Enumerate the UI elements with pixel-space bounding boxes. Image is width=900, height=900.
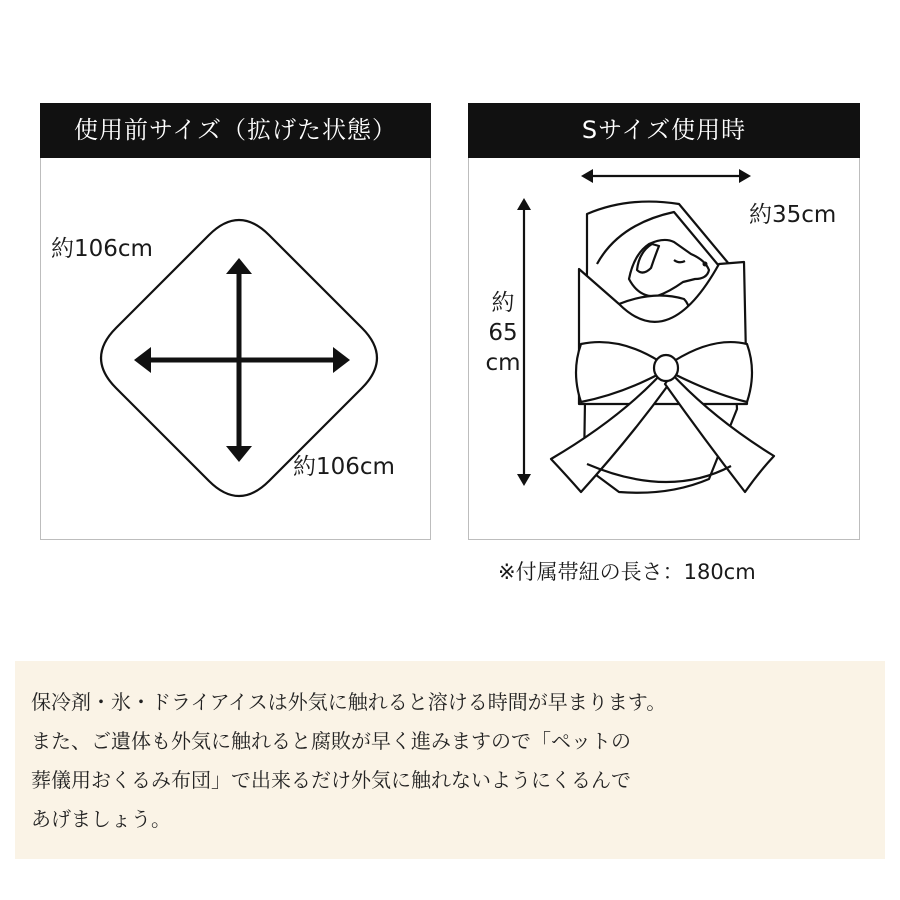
height-label-prefix: 約	[491, 290, 515, 316]
height-label-unit: cm	[485, 350, 521, 376]
info-line: また、ご遺体も外気に触れると腐敗が早く進みますので「ペットの	[31, 729, 631, 753]
size-before-use-title: 使用前サイズ（拡げた状態）	[40, 103, 431, 158]
size-before-use-panel	[40, 103, 431, 540]
info-line: 保冷剤・氷・ドライアイスは外気に触れると溶ける時間が早まります。	[31, 690, 667, 714]
width-size-label: 約35cm	[749, 202, 837, 228]
arrow-left-icon	[581, 169, 593, 183]
arrow-down-icon	[517, 474, 531, 486]
arrow-up-icon	[517, 198, 531, 210]
wrapped-blanket-illustration	[551, 202, 774, 493]
height-label-value: 65	[488, 320, 518, 346]
arrow-right-icon	[739, 169, 751, 183]
horizontal-size-label: 約106cm	[51, 236, 153, 262]
s-size-in-use-title: Sサイズ使用時	[468, 103, 860, 158]
info-line: あげましょう。	[31, 807, 171, 831]
s-size-in-use-panel	[468, 103, 860, 540]
height-size-label	[483, 288, 523, 378]
vertical-size-label: 約106cm	[293, 454, 395, 480]
info-box	[15, 661, 885, 859]
wrapped-pet-diagram	[469, 104, 861, 541]
cord-length-note: ※付属帯紐の長さ：180cm	[498, 560, 756, 584]
info-line: 葬儀用おくるみ布団」で出来るだけ外気に触れないようにくるんで	[31, 768, 631, 792]
